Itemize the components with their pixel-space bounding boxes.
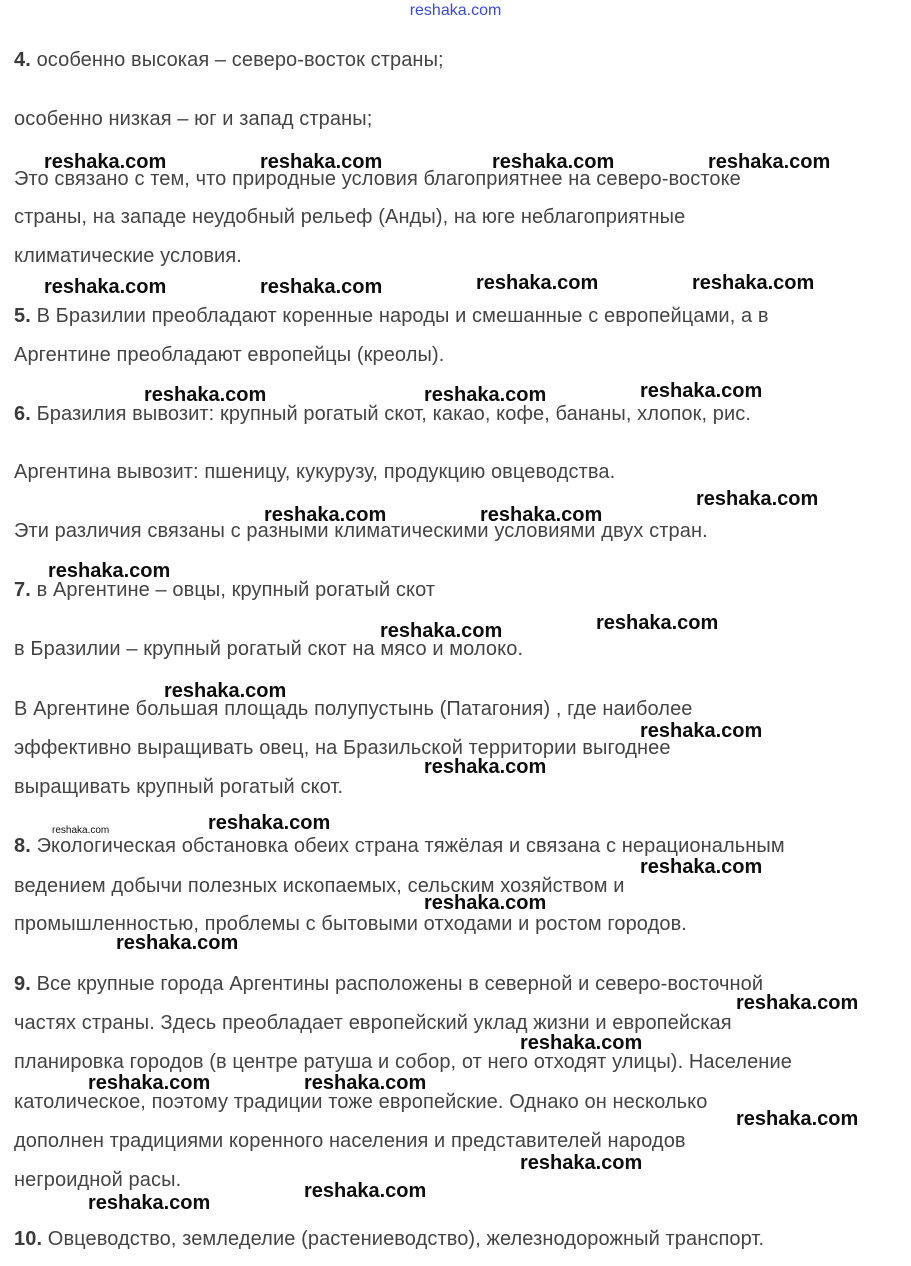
watermark: reshaka.com [44,276,167,298]
answer-4-line-1 [14,48,444,72]
answer-4-line-4: страны, на западе неудобный рельеф (Анды), на юге неблагоприятные [14,206,686,228]
answer-7-line-2: в Бразилии – крупный рогатый скот на мясо и молоко. [14,638,524,660]
answer-6-line-1 [14,402,751,426]
answer-text: Овцеводство, земледелие (растениеводство), железнодорожный транспорт. [47,1228,765,1250]
watermark: reshaka.com [144,384,267,406]
watermark: reshaka.com [424,384,547,406]
answer-8-line-1 [14,834,785,858]
answer-5-line-1 [14,304,769,328]
watermark: reshaka.com [44,151,167,173]
answer-number: 10. [14,1228,43,1250]
answer-number: 5. [14,305,31,327]
answer-number: 9. [14,973,31,995]
site-watermark-header[interactable]: reshaka.com [409,2,502,19]
answer-number: 4. [14,49,31,71]
watermark: reshaka.com [260,276,383,298]
watermark: reshaka.com [88,1072,211,1094]
answer-8-line-3: промышленностью, проблемы с бытовыми отходами и ростом городов. [14,913,687,935]
answer-number: 7. [14,579,31,601]
answer-text: особенно высокая – северо-восток страны; [36,49,444,71]
answer-9-line-2: частях страны. Здесь преобладает европейский уклад жизни и европейская [14,1012,732,1034]
watermark: reshaka.com [476,272,599,294]
watermark: reshaka.com [260,151,383,173]
watermark: reshaka.com [88,1192,211,1214]
watermark: reshaka.com [164,680,287,702]
watermark: reshaka.com [380,620,503,642]
watermark: reshaka.com [424,892,547,914]
answer-8-line-2: ведением добычи полезных ископаемых, сельским хозяйством и [14,875,625,897]
answer-9-line-6: негроидной расы. [14,1169,182,1191]
watermark: reshaka.com [520,1032,643,1054]
watermark: reshaka.com [304,1180,427,1202]
watermark: reshaka.com [596,612,719,634]
answer-6-line-3: Эти различия связаны с разными климатическими условиями двух стран. [14,520,708,542]
watermark: reshaka.com [304,1072,427,1094]
answer-9-line-4: католическое, поэтому традиции тоже европейские. Однако он несколько [14,1091,708,1113]
watermark: reshaka.com [640,856,763,878]
answer-text: Экологическая обстановка обеих страна тяжёлая и связана с нерациональным [36,835,785,857]
watermark: reshaka.com [264,504,387,526]
answer-number: 6. [14,403,31,425]
watermark: reshaka.com [692,272,815,294]
answer-number: 8. [14,835,31,857]
watermark: reshaka.com [736,992,859,1014]
answer-6-line-2: Аргентина вывозит: пшеницу, кукурузу, продукцию овцеводства. [14,461,616,483]
watermark: reshaka.com [640,720,763,742]
answer-5-line-2: Аргентине преобладают европейцы (креолы). [14,344,445,366]
watermark: reshaka.com [640,380,763,402]
answer-text: В Бразилии преобладают коренные народы и смешанные с европейцами, а в [36,305,769,327]
answer-10-line-1 [14,1227,764,1251]
watermark: reshaka.com [480,504,603,526]
answer-4-line-3: Это связано с тем, что природные условия благоприятнее на северо-востоке [14,168,741,190]
watermark-small: reshaka.com [52,825,110,836]
watermark: reshaka.com [736,1108,859,1130]
watermark: reshaka.com [520,1152,643,1174]
answer-text: Все крупные города Аргентины расположены в северной и северо-восточной [36,973,764,995]
answer-text: Бразилия вывозит: крупный рогатый скот, какао, кофе, бананы, хлопок, рис. [36,403,752,425]
watermark: reshaka.com [492,151,615,173]
watermark: reshaka.com [708,151,831,173]
answer-7-line-4: эффективно выращивать овец, на Бразильской территории выгоднее [14,737,671,759]
answer-7-line-3: В Аргентине большая площадь полупустынь (Патагония) , где наиболее [14,698,693,720]
answer-4-line-2: особенно низкая – юг и запад страны; [14,108,373,130]
watermark: reshaka.com [208,812,331,834]
answer-9-line-5: дополнен традициями коренного населения и представителей народов [14,1130,686,1152]
answer-9-line-1 [14,972,763,996]
answer-text: в Аргентине – овцы, крупный рогатый скот [36,579,436,601]
answer-4-line-5: климатические условия. [14,245,242,267]
watermark: reshaka.com [48,560,171,582]
answer-7-line-5: выращивать крупный рогатый скот. [14,776,344,798]
watermark: reshaka.com [424,756,547,778]
watermark: reshaka.com [116,932,239,954]
watermark: reshaka.com [696,488,819,510]
answer-9-line-3: планировка городов (в центре ратуша и собор, от него отходят улицы). Население [14,1051,792,1073]
